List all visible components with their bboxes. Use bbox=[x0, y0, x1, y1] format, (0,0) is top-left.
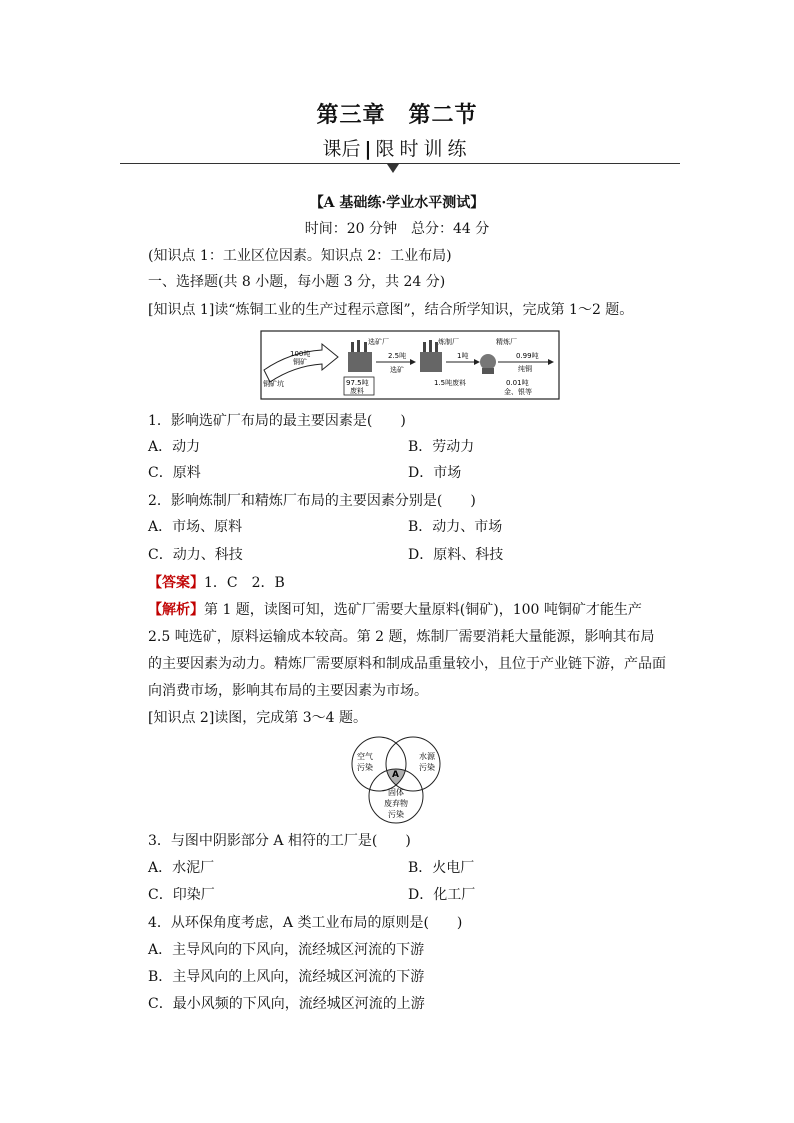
part-heading: 一、选择题(共 8 小题，每小题 3 分，共 24 分) bbox=[148, 274, 446, 290]
knowledge-points: (知识点 1：工业区位因素。知识点 2：工业布局) bbox=[148, 248, 452, 264]
out-2-label: 金、银等 bbox=[504, 388, 532, 396]
waste-1-label: 废料 bbox=[350, 387, 364, 395]
question-4-option-c: C．最小风频的下风向，流经城区河流的上游 bbox=[148, 996, 425, 1012]
solid-waste-label: 固体 bbox=[388, 788, 404, 797]
question-4-option-b: B．主导风向的上风向，流经城区河流的下游 bbox=[148, 969, 425, 985]
question-3-option-d: D．化工厂 bbox=[408, 887, 476, 903]
air-pollution-label: 空气 bbox=[357, 752, 373, 761]
question-intro-2: [知识点 2]读图，完成第 3～4 题。 bbox=[148, 710, 367, 726]
water-pollution-label-2: 污染 bbox=[419, 763, 435, 772]
out-2-amount: 0.01吨 bbox=[506, 379, 529, 387]
answer-block bbox=[148, 573, 285, 593]
region-a-label: A bbox=[392, 770, 399, 780]
question-2-option-b: B．动力、市场 bbox=[408, 519, 503, 535]
header-divider bbox=[120, 163, 680, 164]
question-2-stem: 2．影响炼制厂和精炼厂布局的主要因素分别是( ) bbox=[148, 493, 476, 509]
plant-2-label: 炼制厂 bbox=[438, 338, 459, 346]
page-subtitle bbox=[0, 134, 794, 161]
question-2-option-c: C．动力、科技 bbox=[148, 547, 243, 563]
plant-1-label: 选矿厂 bbox=[368, 338, 389, 346]
question-4-stem: 4．从环保角度考虑，A 类工业布局的原则是( ) bbox=[148, 915, 463, 931]
question-1-option-d: D．市场 bbox=[408, 465, 462, 481]
out-1-label: 纯铜 bbox=[518, 365, 532, 373]
pollution-venn-diagram bbox=[335, 735, 465, 827]
answer-text: 1．C 2．B bbox=[204, 575, 285, 591]
water-pollution-label: 水源 bbox=[419, 752, 435, 761]
analysis-text: 第 1 题，读图可知，选矿厂需要大量原料(铜矿)，100 吨铜矿才能生产 2.5 吨选矿，原料运输成本较高。第 2 题，炼制厂需要消耗大量能源，影响其布局的主要因素为动力。精炼厂需要原料和制成品重量较小，且位于产业链下游，产品面向消费市场，影响其布局的主要因素为市场。 bbox=[148, 602, 666, 699]
answer-label: 【答案】 bbox=[148, 575, 204, 591]
question-3-option-c: C．印染厂 bbox=[148, 887, 215, 903]
divider-marker-icon bbox=[387, 164, 399, 173]
page-title: 第三章 第二节 bbox=[316, 102, 478, 128]
question-2-option-d: D．原料、科技 bbox=[408, 547, 504, 563]
time-info: 时间：20 分钟 总分：44 分 bbox=[304, 221, 490, 237]
question-3-option-b: B．火电厂 bbox=[408, 860, 475, 876]
mid-2-amount: 1吨 bbox=[457, 352, 469, 360]
section-heading: 【A 基础练·学业水平测试】 bbox=[309, 195, 485, 211]
air-pollution-label-2: 污染 bbox=[357, 763, 373, 772]
subtitle-left: 课后 bbox=[322, 138, 361, 160]
refinery-icon bbox=[480, 354, 496, 374]
copper-process-diagram bbox=[260, 330, 560, 400]
waste-1-amount: 97.5吨 bbox=[346, 379, 369, 387]
plant-3-label: 精炼厂 bbox=[496, 338, 517, 346]
waste-2-label: 1.5吨废料 bbox=[434, 379, 467, 387]
out-1-amount: 0.99吨 bbox=[516, 352, 539, 360]
solid-waste-label-3: 污染 bbox=[388, 810, 404, 819]
mid-1-label: 选矿 bbox=[390, 366, 404, 374]
solid-waste-label-2: 废弃物 bbox=[384, 799, 408, 808]
question-3-option-a: A．水泥厂 bbox=[148, 860, 215, 876]
subtitle-right: 限时训练 bbox=[375, 138, 472, 160]
question-intro-1: [知识点 1]读“炼铜工业的生产过程示意图”，结合所学知识，完成第 1～2 题。 bbox=[148, 302, 634, 318]
mine-label: 铜矿坑 bbox=[263, 380, 284, 388]
question-3-stem: 3．与图中阴影部分 A 相符的工厂是( ) bbox=[148, 833, 411, 849]
analysis-label: 【解析】 bbox=[148, 602, 204, 618]
ore-in-label-2: 铜矿 bbox=[293, 358, 307, 366]
subtitle-separator: | bbox=[364, 138, 372, 160]
question-1-option-b: B．劳动力 bbox=[408, 439, 475, 455]
ore-in-label: 100吨 bbox=[290, 350, 311, 358]
question-1-stem: 1．影响选矿厂布局的最主要因素是( ) bbox=[148, 413, 406, 429]
question-2-option-a: A．市场、原料 bbox=[148, 519, 243, 535]
mid-1-amount: 2.5吨 bbox=[388, 352, 407, 360]
analysis-block bbox=[148, 597, 668, 705]
question-4-option-a: A．主导风向的下风向，流经城区河流的下游 bbox=[148, 942, 425, 958]
question-1-option-c: C．原料 bbox=[148, 465, 201, 481]
question-1-option-a: A．动力 bbox=[148, 439, 201, 455]
